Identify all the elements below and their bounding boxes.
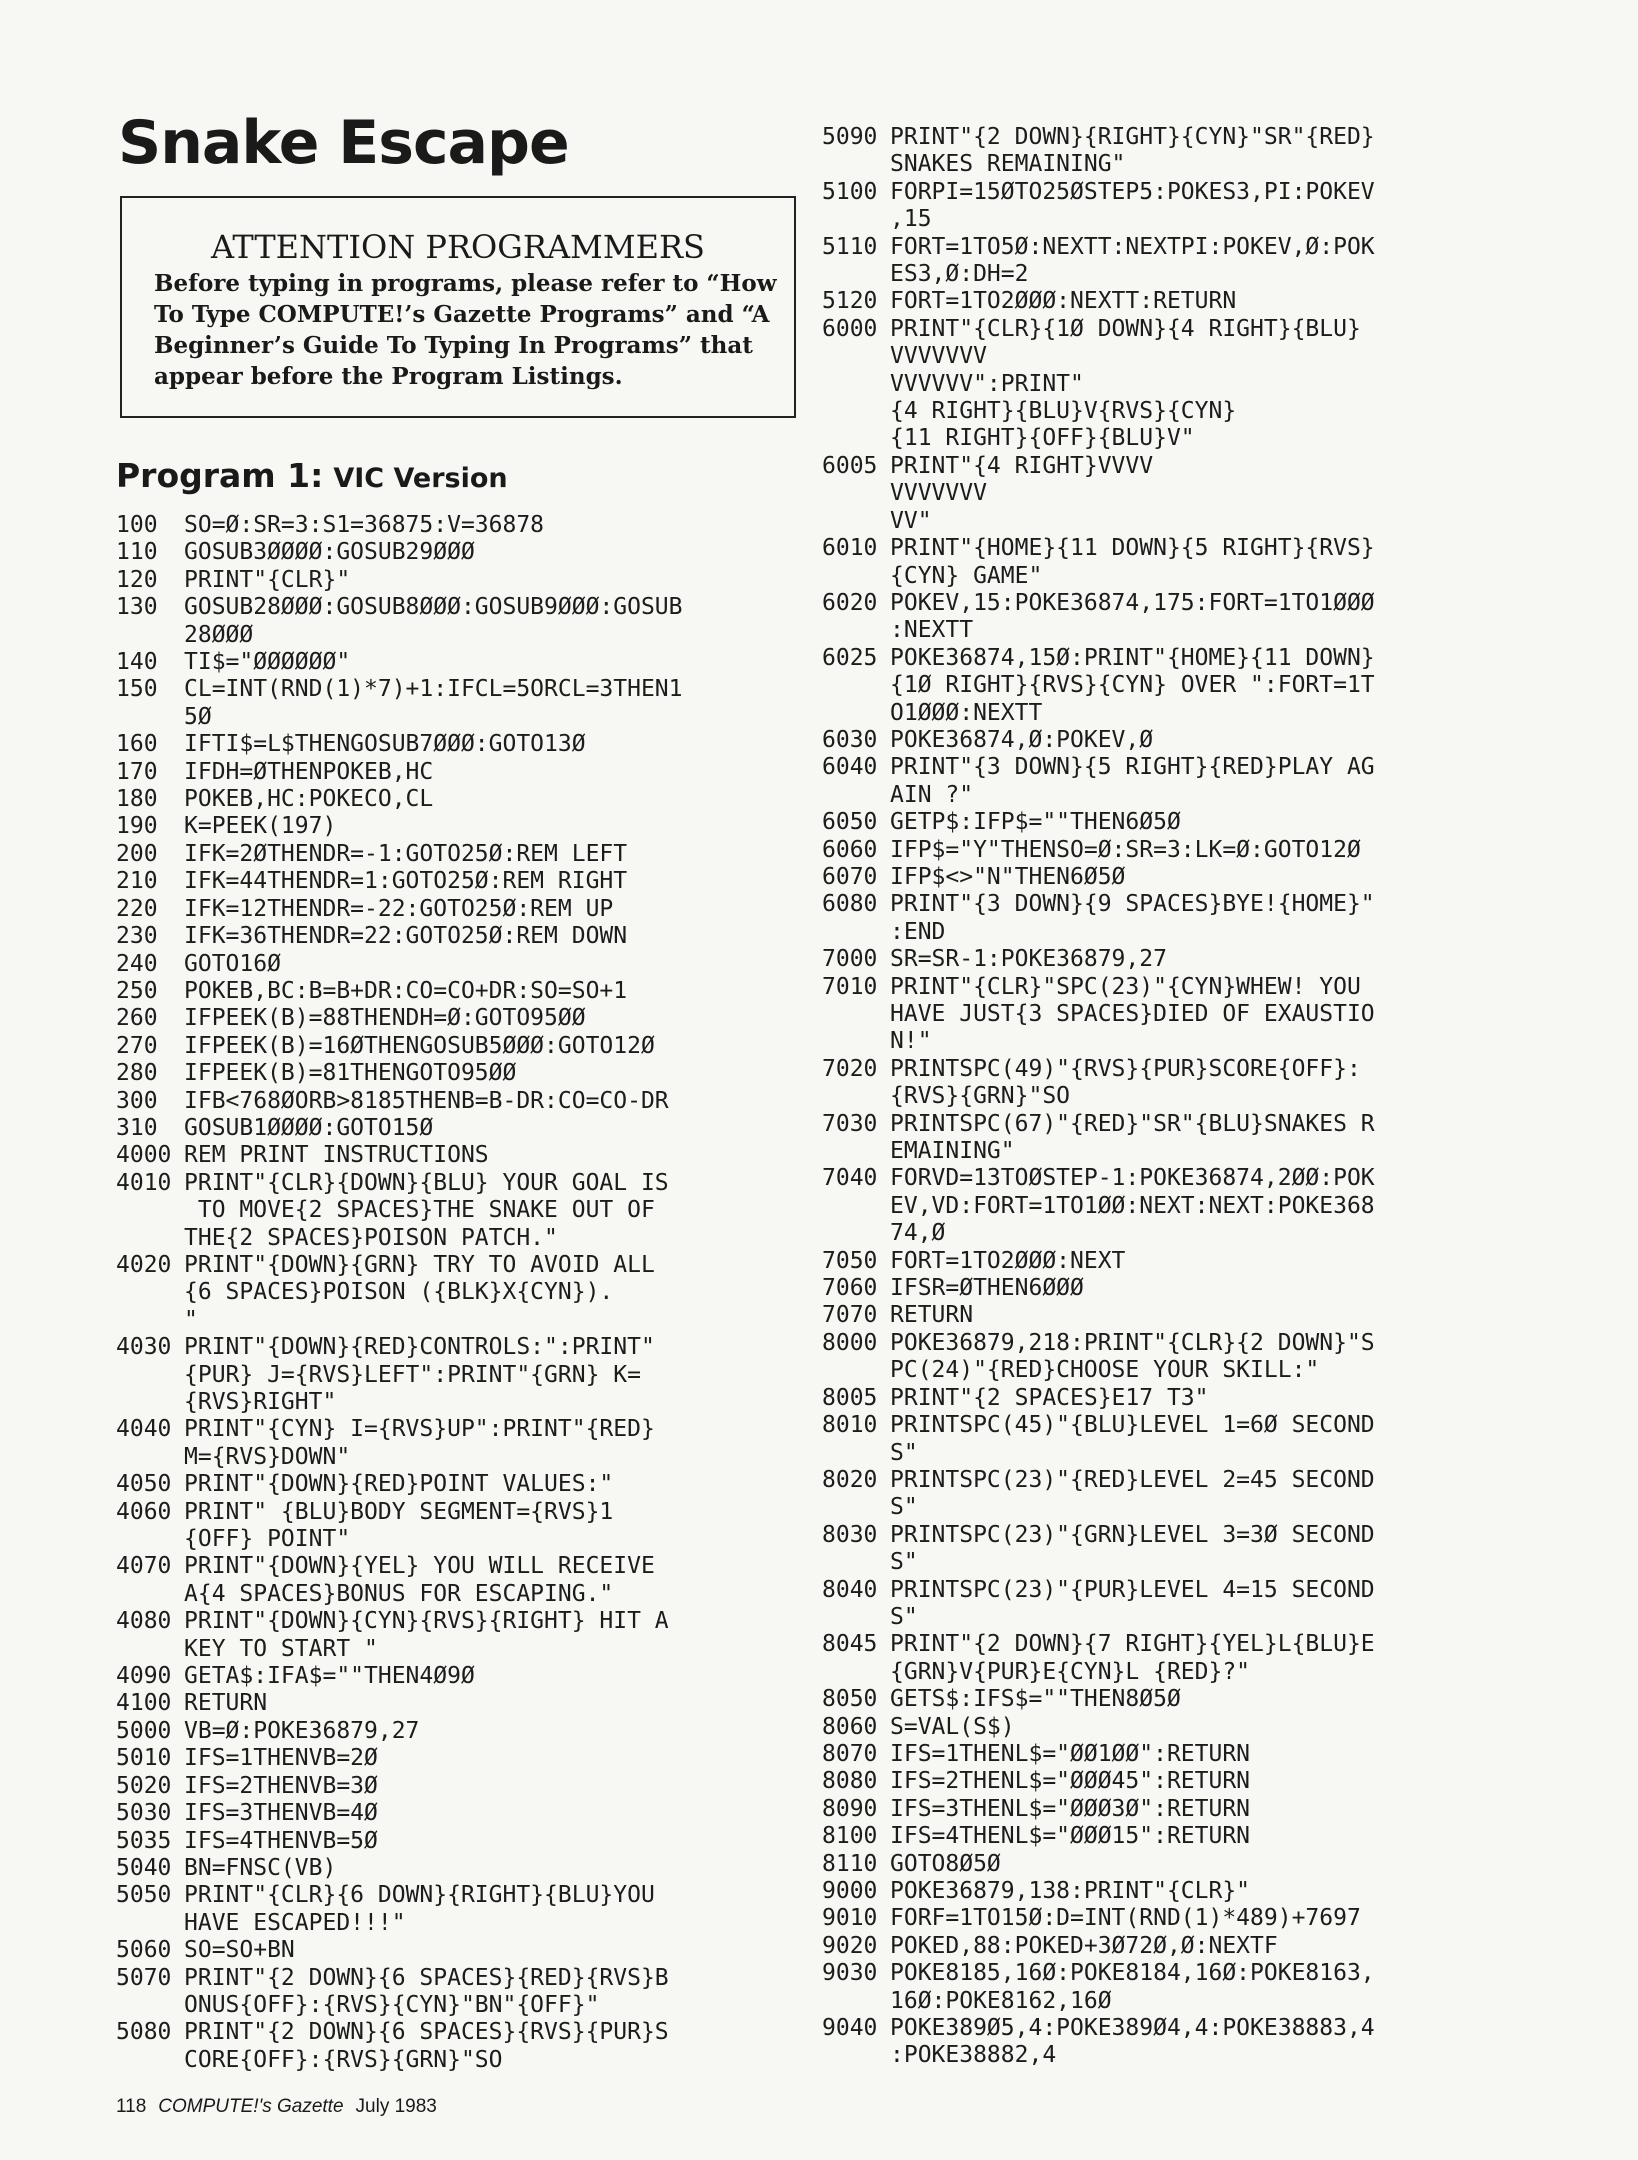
line-code: IFK=44THENDR=1:GOTO25Ø:REM RIGHT xyxy=(184,868,628,895)
line-code: IFK=12THENDR=-22:GOTO25Ø:REM UP xyxy=(184,895,614,922)
attention-box xyxy=(120,196,796,418)
line-code: FORT=1TO5Ø:NEXTT:NEXTPI:POKEV,Ø:POK ES3,Ø:DH=2 xyxy=(890,233,1375,288)
listing-line xyxy=(822,288,1522,315)
line-code: PRINT"{CLR}" xyxy=(184,566,351,593)
line-number: 8045 xyxy=(822,1631,878,1658)
line-code: PRINT"{CLR}{DOWN}{BLU} YOUR GOAL IS TO MOVE{2 SPACES}THE SNAKE OUT OF THE{2 SPACES}POISON PATCH." xyxy=(184,1169,669,1251)
line-code: PRINT"{DOWN}{CYN}{RVS}{RIGHT} HIT A KEY TO START " xyxy=(184,1608,669,1662)
line-number: 130 xyxy=(116,594,158,621)
listing-line xyxy=(116,649,816,676)
listing-line xyxy=(822,1905,1522,1932)
line-code: IFPEEK(B)=16ØTHENGOSUB5ØØØ:GOTO12Ø xyxy=(184,1032,655,1059)
line-number: 5050 xyxy=(116,1882,172,1909)
listing-line xyxy=(116,676,816,731)
line-number: 4100 xyxy=(116,1690,172,1717)
line-number: 6010 xyxy=(822,535,878,562)
listing-line xyxy=(116,1718,816,1745)
line-code: PRINTSPC(67)"{RED}"SR"{BLU}SNAKES R EMAINING" xyxy=(890,1110,1375,1165)
listing-line xyxy=(116,896,816,923)
listing-line xyxy=(116,1060,816,1087)
listing-line xyxy=(822,1522,1522,1577)
line-code: FORPI=15ØTO25ØSTEP5:POKES3,PI:POKEV ,15 xyxy=(890,178,1375,233)
listing-line xyxy=(116,786,816,813)
line-number: 8010 xyxy=(822,1412,878,1439)
listing-line xyxy=(822,1878,1522,1905)
line-code: PRINTSPC(45)"{BLU}LEVEL 1=6Ø SECOND S" xyxy=(890,1412,1375,1466)
listing-line xyxy=(116,951,816,978)
line-code: IFPEEK(B)=81THENGOTO95ØØ xyxy=(184,1060,517,1087)
line-code: IFP$<>"N"THEN6Ø5Ø xyxy=(890,863,1126,890)
line-number: 8000 xyxy=(822,1329,878,1356)
line-number: 9010 xyxy=(822,1905,878,1932)
listing-line xyxy=(822,1851,1522,1878)
line-code: IFS=1THENVB=2Ø xyxy=(184,1745,378,1772)
line-code: IFS=4THENL$="ØØØ15":RETURN xyxy=(890,1823,1251,1850)
line-number: 7050 xyxy=(822,1247,878,1274)
listing-line xyxy=(822,1330,1522,1385)
listing-line xyxy=(822,1577,1522,1632)
listing-line xyxy=(822,316,1522,453)
line-code: PRINTSPC(23)"{RED}LEVEL 2=45 SECOND S" xyxy=(890,1466,1375,1521)
listing-line xyxy=(822,754,1522,809)
line-number: 6005 xyxy=(822,452,878,479)
line-code: PRINT"{4 RIGHT}VVVV VVVVVVV VV" xyxy=(890,452,1154,534)
listing-line xyxy=(822,1248,1522,1275)
line-number: 5040 xyxy=(116,1854,172,1881)
listing-line xyxy=(116,567,816,594)
line-number: 9000 xyxy=(822,1878,878,1904)
line-code: IFTI$=L$THENGOSUB7ØØØ:GOTO13Ø xyxy=(184,731,586,758)
line-number: 100 xyxy=(116,512,158,538)
line-code: GOTO8Ø5Ø xyxy=(890,1850,1001,1877)
listing-line xyxy=(116,1965,816,2020)
listing-line xyxy=(822,179,1522,234)
line-code: PRINT"{2 DOWN}{RIGHT}{CYN}"SR"{RED} SNAKES REMAINING" xyxy=(890,124,1375,178)
line-number: 180 xyxy=(116,786,158,813)
line-number: 7010 xyxy=(822,973,878,1000)
line-number: 5000 xyxy=(116,1717,172,1744)
line-code: PRINT"{3 DOWN}{5 RIGHT}{RED}PLAY AG AIN ?" xyxy=(890,754,1375,808)
line-number: 4030 xyxy=(116,1334,172,1361)
line-number: 5090 xyxy=(822,124,878,150)
listing-line xyxy=(822,1741,1522,1768)
line-number: 8005 xyxy=(822,1384,878,1411)
line-number: 9020 xyxy=(822,1932,878,1959)
line-code: PRINT"{2 SPACES}E17 T3" xyxy=(890,1384,1209,1411)
listing-line xyxy=(822,974,1522,1056)
line-number: 6020 xyxy=(822,589,878,616)
attention-heading: ATTENTION PROGRAMMERS xyxy=(211,228,705,266)
listing-line xyxy=(116,1471,816,1498)
line-number: 7060 xyxy=(822,1275,878,1302)
line-code: PRINTSPC(49)"{RVS}{PUR}SCORE{OFF}: {RVS}{GRN}"SO xyxy=(890,1055,1361,1110)
line-code: POKE389Ø5,4:POKE389Ø4,4:POKE38883,4 :POKE38882,4 xyxy=(890,2015,1375,2069)
line-number: 6050 xyxy=(822,809,878,836)
line-code: IFS=1THENL$="ØØ1ØØ":RETURN xyxy=(890,1740,1251,1767)
listing-line xyxy=(116,1882,816,1937)
listing-line xyxy=(822,1056,1522,1111)
line-number: 5010 xyxy=(116,1745,172,1772)
magazine-name: COMPUTE!'s Gazette xyxy=(158,2096,344,2117)
listing-line xyxy=(822,1933,1522,1960)
line-number: 5070 xyxy=(116,1964,172,1991)
listing-line xyxy=(116,1142,816,1169)
line-code: GOSUB28ØØØ:GOSUB8ØØØ:GOSUB9ØØØ:GOSUB 28ØØØ xyxy=(184,594,683,648)
line-code: RETURN xyxy=(890,1302,974,1329)
listing-line xyxy=(822,1796,1522,1823)
line-number: 4000 xyxy=(116,1142,172,1169)
line-number: 8110 xyxy=(822,1850,878,1877)
line-number: 190 xyxy=(116,813,158,840)
line-code: CL=INT(RND(1)*7)+1:IFCL=5ORCL=3THEN1 5Ø xyxy=(184,676,683,730)
line-number: 6000 xyxy=(822,315,878,342)
line-code: TI$="ØØØØØØ" xyxy=(184,649,351,676)
listing-line xyxy=(116,1005,816,1032)
line-code: SO=Ø:SR=3:S1=36875:V=36878 xyxy=(184,512,545,538)
listing-line xyxy=(822,1686,1522,1713)
line-number: 4010 xyxy=(116,1169,172,1196)
line-number: 8080 xyxy=(822,1768,878,1795)
listing-line xyxy=(116,1828,816,1855)
line-code: IFPEEK(B)=88THENDH=Ø:GOTO95ØØ xyxy=(184,1005,586,1032)
listing-line xyxy=(116,1690,816,1717)
line-code: K=PEEK(197) xyxy=(184,813,337,840)
listing-line xyxy=(822,1275,1522,1302)
issue-date: July 1983 xyxy=(355,2096,437,2117)
listing-line xyxy=(822,1302,1522,1329)
line-code: GOSUB3ØØØØ:GOSUB29ØØØ xyxy=(184,539,475,566)
line-number: 6070 xyxy=(822,863,878,890)
line-code: PRINT"{2 DOWN}{6 SPACES}{RED}{RVS}B ONUS{OFF}:{RVS}{CYN}"BN"{OFF}" xyxy=(184,1964,669,2018)
line-code: IFK=36THENDR=22:GOTO25Ø:REM DOWN xyxy=(184,923,628,950)
line-code: POKE36874,Ø:POKEV,Ø xyxy=(890,726,1154,753)
line-number: 6080 xyxy=(822,891,878,918)
listing-line xyxy=(116,1416,816,1471)
line-code: POKEB,HC:POKECO,CL xyxy=(184,786,434,813)
listing-line xyxy=(116,2019,816,2074)
line-number: 4070 xyxy=(116,1553,172,1580)
line-number: 310 xyxy=(116,1114,158,1141)
program-heading-label: Program 1: xyxy=(116,456,324,495)
line-code: PRINTSPC(23)"{PUR}LEVEL 4=15 SECOND S" xyxy=(890,1576,1375,1630)
line-number: 4060 xyxy=(116,1498,172,1525)
line-code: PRINTSPC(23)"{GRN}LEVEL 3=3Ø SECOND S" xyxy=(890,1521,1375,1576)
listing-line xyxy=(116,594,816,649)
line-code: SO=SO+BN xyxy=(184,1937,295,1964)
line-code: PRINT"{DOWN}{GRN} TRY TO AVOID ALL {6 SPACES}POISON ({BLK}X{CYN}). " xyxy=(184,1251,655,1333)
line-number: 8040 xyxy=(822,1576,878,1603)
attention-body: Before typing in programs, please refer to “How To Type COMPUTE!’s Gazette Programs” and “A Beginner’s Guide To Typing In Programs” that appear before the Program Listings. xyxy=(154,270,777,390)
line-code: PRINT"{CYN} I={RVS}UP":PRINT"{RED} M={RVS}DOWN" xyxy=(184,1416,655,1470)
listing-line xyxy=(116,1800,816,1827)
line-number: 6060 xyxy=(822,836,878,863)
line-number: 280 xyxy=(116,1060,158,1087)
line-number: 270 xyxy=(116,1032,158,1059)
line-number: 120 xyxy=(116,566,158,593)
listing-line xyxy=(822,1165,1522,1247)
line-code: GETA$:IFA$=""THEN4Ø9Ø xyxy=(184,1663,475,1690)
listing-line xyxy=(116,813,816,840)
listing-line xyxy=(822,1960,1522,2015)
line-number: 250 xyxy=(116,977,158,1004)
line-number: 5030 xyxy=(116,1800,172,1827)
line-code: PRINT"{DOWN}{RED}POINT VALUES:" xyxy=(184,1471,614,1498)
listing-line xyxy=(116,1663,816,1690)
listing-line xyxy=(116,923,816,950)
line-number: 4040 xyxy=(116,1416,172,1443)
line-code: PRINT"{DOWN}{RED}CONTROLS:":PRINT" {PUR} J={RVS}LEFT":PRINT"{GRN} K= {RVS}RIGHT" xyxy=(184,1334,655,1415)
line-number: 7040 xyxy=(822,1165,878,1192)
line-number: 5110 xyxy=(822,233,878,260)
line-number: 8050 xyxy=(822,1686,878,1713)
listing-line xyxy=(116,1773,816,1800)
line-number: 240 xyxy=(116,950,158,977)
line-number: 4090 xyxy=(116,1663,172,1690)
page-number: 118 xyxy=(116,2096,147,2117)
line-number: 150 xyxy=(116,676,158,703)
listing-line xyxy=(116,1033,816,1060)
listing-line xyxy=(116,1088,816,1115)
line-number: 300 xyxy=(116,1087,158,1114)
listing-line xyxy=(116,1499,816,1554)
line-code: PRINT"{CLR}{1Ø DOWN}{4 RIGHT}{BLU} VVVVVVV VVVVVV":PRINT" {4 RIGHT}{BLU}V{RVS}{CYN} {11 RIGHT}{OFF}{BLU}V" xyxy=(890,315,1361,452)
line-code: IFS=2THENL$="ØØØ45":RETURN xyxy=(890,1768,1251,1795)
program-heading-version: VIC Version xyxy=(333,463,508,494)
line-code: FORF=1TO15Ø:D=INT(RND(1)*489)+7697 xyxy=(890,1905,1361,1932)
listing-line xyxy=(116,731,816,758)
line-number: 6025 xyxy=(822,644,878,671)
line-number: 140 xyxy=(116,649,158,676)
listing-line xyxy=(116,1553,816,1608)
listing-line xyxy=(822,809,1522,836)
listing-line xyxy=(116,1252,816,1334)
listing-line xyxy=(822,2015,1522,2070)
line-code: PRINT"{HOME}{11 DOWN}{5 RIGHT}{RVS} {CYN} GAME" xyxy=(890,535,1375,589)
line-code: FORT=1TO2ØØØ:NEXTT:RETURN xyxy=(890,288,1237,315)
line-number: 110 xyxy=(116,539,158,566)
line-code: GETS$:IFS$=""THEN8Ø5Ø xyxy=(890,1686,1181,1713)
line-code: GOTO16Ø xyxy=(184,950,281,977)
listing-line xyxy=(822,891,1522,946)
line-number: 220 xyxy=(116,895,158,922)
line-number: 170 xyxy=(116,758,158,785)
line-code: S=VAL(S$) xyxy=(890,1713,1015,1740)
line-number: 6030 xyxy=(822,726,878,753)
line-code: RETURN xyxy=(184,1690,268,1717)
line-code: REM PRINT INSTRUCTIONS xyxy=(184,1142,489,1169)
program-listing-left-column xyxy=(116,512,816,2074)
line-number: 160 xyxy=(116,731,158,758)
listing-line xyxy=(116,539,816,566)
line-code: PRINT"{3 DOWN}{9 SPACES}BYE!{HOME}" :END xyxy=(890,891,1375,945)
line-number: 7030 xyxy=(822,1110,878,1137)
listing-line xyxy=(822,234,1522,289)
line-code: FORT=1TO2ØØØ:NEXT xyxy=(890,1247,1126,1274)
line-number: 7000 xyxy=(822,946,878,973)
listing-line xyxy=(116,868,816,895)
line-code: GETP$:IFP$=""THEN6Ø5Ø xyxy=(890,809,1181,836)
line-number: 8020 xyxy=(822,1466,878,1493)
line-code: IFS=4THENVB=5Ø xyxy=(184,1827,378,1854)
line-number: 200 xyxy=(116,840,158,867)
line-number: 230 xyxy=(116,923,158,950)
listing-line xyxy=(116,1855,816,1882)
line-code: IFP$="Y"THENSO=Ø:SR=3:LK=Ø:GOTO12Ø xyxy=(890,836,1361,863)
listing-line xyxy=(116,841,816,868)
line-code: IFSR=ØTHEN6ØØØ xyxy=(890,1275,1084,1302)
line-number: 9030 xyxy=(822,1960,878,1987)
line-number: 8100 xyxy=(822,1823,878,1850)
listing-line xyxy=(822,124,1522,179)
listing-line xyxy=(116,512,816,539)
listing-line xyxy=(822,590,1522,645)
line-code: POKED,88:POKED+3Ø72Ø,Ø:NEXTF xyxy=(890,1932,1278,1959)
line-number: 8070 xyxy=(822,1740,878,1767)
listing-line xyxy=(822,1385,1522,1412)
page-footer xyxy=(116,2096,449,2118)
line-code: IFS=3THENVB=4Ø xyxy=(184,1800,378,1827)
article-title: Snake Escape xyxy=(118,108,569,178)
line-code: POKE36874,15Ø:PRINT"{HOME}{11 DOWN} {1Ø RIGHT}{RVS}{CYN} OVER ":FORT=1T O1ØØØ:NEXTT xyxy=(890,644,1375,726)
line-code: BN=FNSC(VB) xyxy=(184,1854,337,1881)
line-code: PRINT"{CLR}{6 DOWN}{RIGHT}{BLU}YOU HAVE ESCAPED!!!" xyxy=(184,1882,655,1936)
listing-line xyxy=(822,837,1522,864)
line-number: 8090 xyxy=(822,1795,878,1822)
line-code: VB=Ø:POKE36879,27 xyxy=(184,1717,420,1744)
line-number: 9040 xyxy=(822,2015,878,2042)
listing-line xyxy=(116,1334,816,1416)
line-code: POKE36879,218:PRINT"{CLR}{2 DOWN}"S PC(24)"{RED}CHOOSE YOUR SKILL:" xyxy=(890,1329,1375,1384)
line-code: IFDH=ØTHENPOKEB,HC xyxy=(184,758,434,785)
listing-line xyxy=(116,1745,816,1772)
listing-line xyxy=(116,1937,816,1964)
line-number: 210 xyxy=(116,868,158,895)
listing-line xyxy=(116,978,816,1005)
listing-line xyxy=(822,535,1522,590)
listing-line xyxy=(822,1768,1522,1795)
line-number: 5060 xyxy=(116,1937,172,1964)
line-code: IFK=2ØTHENDR=-1:GOTO25Ø:REM LEFT xyxy=(184,840,628,867)
listing-line xyxy=(822,1631,1522,1686)
line-number: 5100 xyxy=(822,178,878,205)
line-number: 4080 xyxy=(116,1608,172,1635)
line-code: PRINT" {BLU}BODY SEGMENT={RVS}1 {OFF} POINT" xyxy=(184,1498,614,1553)
line-number: 5035 xyxy=(116,1827,172,1854)
line-code: PRINT"{DOWN}{YEL} YOU WILL RECEIVE A{4 SPACES}BONUS FOR ESCAPING." xyxy=(184,1553,655,1607)
line-code: SR=SR-1:POKE36879,27 xyxy=(890,946,1167,973)
listing-line xyxy=(822,946,1522,973)
listing-line xyxy=(822,453,1522,535)
line-number: 6040 xyxy=(822,754,878,781)
listing-line xyxy=(822,727,1522,754)
line-number: 260 xyxy=(116,1005,158,1032)
line-number: 8060 xyxy=(822,1713,878,1740)
line-code: IFS=3THENL$="ØØØ3Ø":RETURN xyxy=(890,1795,1251,1822)
program-heading xyxy=(116,456,508,495)
listing-line xyxy=(822,645,1522,727)
line-code: POKE36879,138:PRINT"{CLR}" xyxy=(890,1878,1251,1904)
line-code: PRINT"{2 DOWN}{7 RIGHT}{YEL}L{BLU}E {GRN}V{PUR}E{CYN}L {RED}?" xyxy=(890,1631,1375,1685)
listing-line xyxy=(116,1115,816,1142)
line-code: FORVD=13TOØSTEP-1:POKE36874,2ØØ:POK EV,VD:FORT=1TO1ØØ:NEXT:NEXT:POKE368 74,Ø xyxy=(890,1165,1375,1247)
line-code: POKE8185,16Ø:POKE8184,16Ø:POKE8163, 16Ø:POKE8162,16Ø xyxy=(890,1960,1375,2014)
line-code: IFB<768ØORB>8185THENB=B-DR:CO=CO-DR xyxy=(184,1087,669,1114)
line-number: 5080 xyxy=(116,2019,172,2046)
line-code: PRINT"{CLR}"SPC(23)"{CYN}WHEW! YOU HAVE JUST{3 SPACES}DIED OF EXAUSTIO N!" xyxy=(890,973,1375,1055)
listing-line xyxy=(822,1714,1522,1741)
line-number: 8030 xyxy=(822,1521,878,1548)
line-code: PRINT"{2 DOWN}{6 SPACES}{RVS}{PUR}S CORE{OFF}:{RVS}{GRN}"SO xyxy=(184,2019,669,2073)
listing-line xyxy=(822,1412,1522,1467)
line-number: 7070 xyxy=(822,1302,878,1329)
line-number: 4050 xyxy=(116,1471,172,1498)
listing-line xyxy=(116,1170,816,1252)
line-number: 4020 xyxy=(116,1251,172,1278)
listing-line xyxy=(116,1608,816,1663)
line-code: POKEB,BC:B=B+DR:CO=CO+DR:SO=SO+1 xyxy=(184,977,628,1004)
listing-line xyxy=(822,1111,1522,1166)
listing-line xyxy=(822,1823,1522,1850)
line-number: 5120 xyxy=(822,288,878,315)
line-code: GOSUB1ØØØØ:GOTO15Ø xyxy=(184,1114,434,1141)
line-code: IFS=2THENVB=3Ø xyxy=(184,1772,378,1799)
listing-line xyxy=(116,759,816,786)
line-number: 7020 xyxy=(822,1055,878,1082)
listing-line xyxy=(822,1467,1522,1522)
line-number: 5020 xyxy=(116,1772,172,1799)
program-listing-right-column xyxy=(822,124,1522,2070)
listing-line xyxy=(822,864,1522,891)
line-code: POKEV,15:POKE36874,175:FORT=1TO1ØØØ :NEXTT xyxy=(890,589,1375,644)
